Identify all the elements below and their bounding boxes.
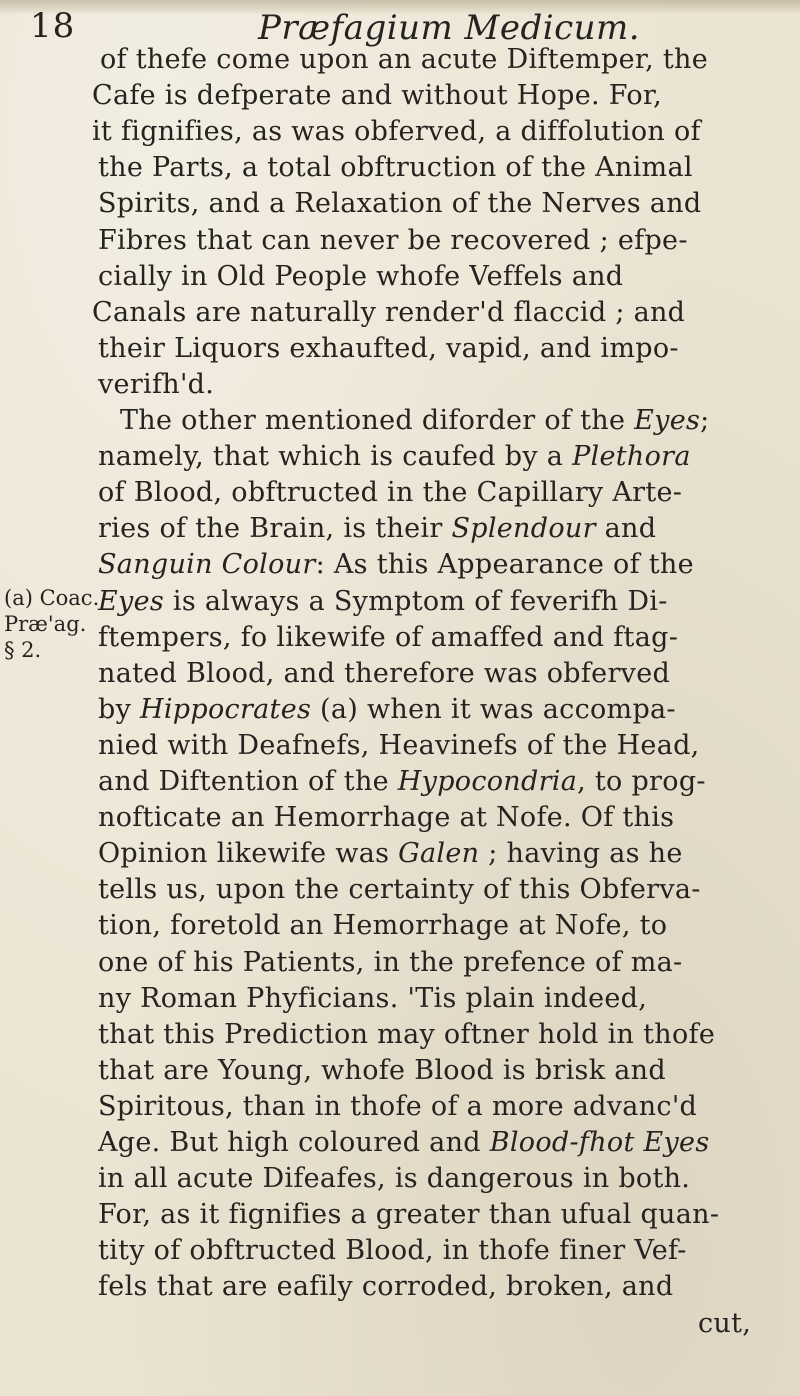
text-line: Spirits, and a Relaxation of the Nerves and xyxy=(98,188,702,220)
text-line: Spiritous, than in thofe of a more advanc'd xyxy=(98,1090,698,1122)
text-line: it fignifies, as was obferved, a diffolution of xyxy=(92,116,701,148)
text-line: verifh'd. xyxy=(98,368,215,400)
text-line: Sanguin Colour: As this Appearance of the xyxy=(98,549,694,581)
text-line: tity of obftructed Blood, in thofe finer Vef- xyxy=(98,1235,687,1267)
margin-note-reference: (a) Coac. xyxy=(4,586,100,610)
text-line: fels that are eafily corroded, broken, and xyxy=(98,1271,674,1303)
text-line: of Blood, obftructed in the Capillary Arte- xyxy=(98,477,683,509)
text-line: nofticate an Hemorrhage at Nofe. Of this xyxy=(98,802,675,834)
text-line: ftempers, fo likewife of amaffed and ftag- xyxy=(98,621,679,653)
text-line: Fibres that can never be recovered ; efpe- xyxy=(98,224,688,256)
text-line: The other mentioned diforder of the Eyes; xyxy=(120,405,710,436)
text-line: tells us, upon the certainty of this Obferva- xyxy=(98,874,701,906)
text-line: in all acute Difeafes, is dangerous in both. xyxy=(98,1163,691,1195)
text-line: For, as it fignifies a greater than ufual quan- xyxy=(98,1199,720,1231)
page-header xyxy=(0,6,800,46)
text-line: Canals are naturally render'd flaccid ; and xyxy=(92,296,686,328)
running-title: Præfagium Medicum. xyxy=(258,8,641,48)
text-line: ny Roman Phyficians. 'Tis plain indeed, xyxy=(98,982,648,1014)
text-line: ries of the Brain, is their Splendour and xyxy=(98,513,657,545)
text-line: Cafe is defperate and without Hope. For, xyxy=(92,80,662,112)
text-line: nated Blood, and therefore was obferved xyxy=(98,657,671,689)
text-line: cially in Old People whofe Veffels and xyxy=(98,260,624,292)
text-line: Age. But high coloured and Blood-fhot Eyes xyxy=(98,1127,710,1158)
margin-note-source: Præ'ag. xyxy=(4,612,87,636)
text-line: namely, that which is caufed by a Plethora xyxy=(98,441,691,473)
text-line: one of his Patients, in the prefence of ma- xyxy=(98,946,683,978)
margin-note-section: § 2. xyxy=(4,638,42,662)
margin-note xyxy=(4,585,104,663)
text-line: nied with Deafnefs, Heavinefs of the Head, xyxy=(98,729,700,761)
text-line: tion, foretold an Hemorrhage at Nofe, to xyxy=(98,910,668,942)
text-line: cut, xyxy=(698,1307,752,1339)
text-line: Opinion likewife was Galen ; having as he xyxy=(98,838,683,870)
page-number: 18 xyxy=(30,6,76,46)
text-line: Eyes is always a Symptom of feverifh Di- xyxy=(98,585,668,617)
text-line: and Diftention of the Hypocondria, to prog- xyxy=(98,766,706,797)
text-line: the Parts, a total obftruction of the Animal xyxy=(98,152,693,184)
text-line: by Hippocrates (a) when it was accompa- xyxy=(98,693,676,725)
text-line: that this Prediction may oftner hold in thofe xyxy=(98,1018,716,1050)
text-line: their Liquors exhaufted, vapid, and impo- xyxy=(98,332,679,364)
text-line: of thefe come upon an acute Diftemper, the xyxy=(100,44,709,75)
text-line: that are Young, whofe Blood is brisk and xyxy=(98,1054,666,1086)
